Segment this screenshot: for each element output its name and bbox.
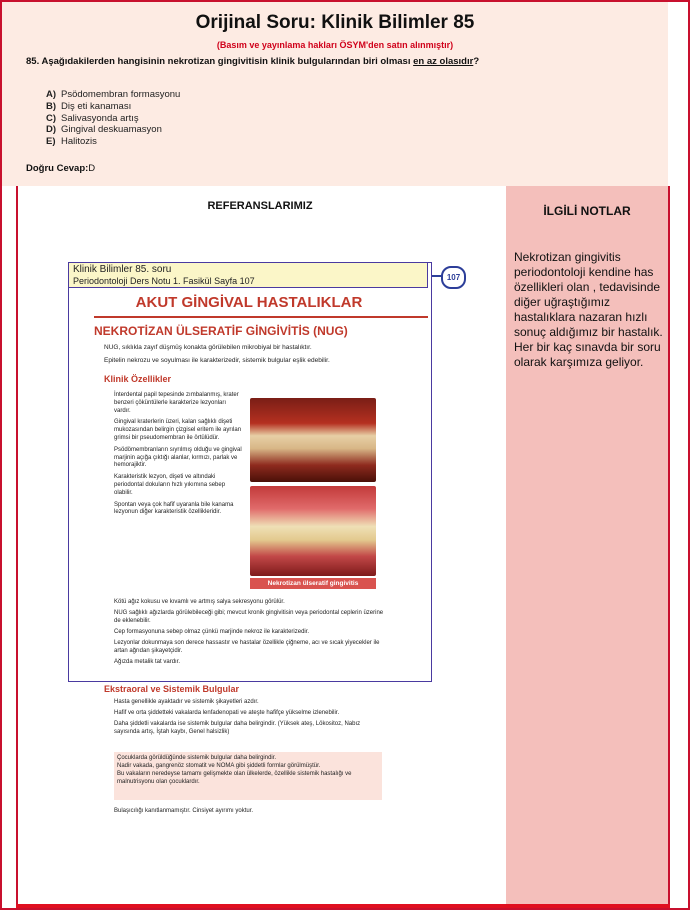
list-item: Daha şiddetli vakalarda ise sistemik bulgular daha belirgindir. (Yüksek ateş, Lökositoz, Nabız sayısında artış, İştah kaybı, Genel halsizlik)	[114, 721, 361, 735]
notes-title: İLGİLİ NOTLAR	[543, 204, 631, 218]
copyright-notice: (Basım ve yayınlama hakları ÖSYM'den satın alınmıştır)	[216, 40, 454, 50]
question-suffix: ?	[473, 56, 480, 67]
option-text: Halitozis	[61, 136, 97, 148]
list-item: Kötü ağız kokusu ve kıvamlı ve artmış salya sekresyonu görülür.	[114, 599, 285, 605]
list-item: Lezyonlar dokunmaya son derece hassastır ve hastalar özellikle çiğneme, acı ve sıcak yiyecekler ile artan ağrıdan şikayetçidir.	[114, 640, 380, 654]
list-item: NUG sağlıklı ağızlarda görülebileceği gibi; mevcut kronik gingivitisin veya periodontal ceplerin üzerine de eklenebilir.	[114, 610, 384, 624]
reference-header	[68, 262, 428, 288]
question-emphasis: en az olasıdır	[413, 56, 474, 67]
paragraph-2: Epitelin nekrozu ve soyulması ile karakterizedir, sistemik bulgular eşlik edebilir.	[104, 357, 330, 364]
references-title: REFERANSLARIMIZ	[207, 200, 313, 212]
reference-header-line1: Klinik Bilimler 85. soru	[73, 264, 172, 275]
option-letter: D)	[46, 124, 57, 136]
box-line: Nadir vakada, gangrenöz stomatit ve NOMA gibi şiddetli formlar görülmüştür.	[117, 763, 321, 769]
list-item: Spontan veya çok hafif uyaranla bile kanama lezyonun diğer karakteristik özellikleridir.	[114, 501, 234, 516]
list-item: İnterdental papil tepesinde zımbalanmış, krater benzeri çöküntülerle karakterize lezyonları vardır.	[114, 392, 239, 414]
list-item: Cep formasyonuna sebep olmaz çünkü marjinde nekroz ile karakterizedir.	[114, 629, 310, 635]
left-border	[16, 186, 18, 906]
list-item: Psödömembranların sıyrılmış olduğu ve gingival marjinin açığa çıktığı alanlar, kırmızı, parlak ve hemorajiktir.	[114, 446, 242, 469]
option-b	[46, 101, 180, 113]
option-e	[46, 136, 180, 148]
question-panel	[2, 2, 668, 186]
box-line: Bu vakaların neredeyse tamamı gelişmekte olan ülkelerde, özellikle sistemik hastalığı ve malnutrisyonu olan çocuklardır.	[117, 771, 352, 785]
option-letter: A)	[46, 89, 57, 100]
option-c	[46, 113, 180, 125]
photo-caption: Nekrotizan ülseratif gingivitis	[250, 578, 376, 589]
option-a	[46, 89, 180, 101]
page-number-badge: 107	[441, 266, 466, 289]
option-text: Gingival deskuamasyon	[61, 124, 162, 136]
section-heading-klinik: Klinik Özellikler	[104, 374, 172, 384]
gingivitis-photo-2	[250, 486, 376, 576]
clinical-bullets	[114, 392, 242, 521]
question-text	[26, 56, 666, 67]
page-title: Orijinal Soru: Klinik Bilimler 85	[195, 12, 475, 33]
book-title: AKUT GİNGİVAL HASTALIKLAR	[135, 294, 363, 311]
notes-text: Nekrotizan gingivitis periodontoloji kendine has özellikleri olan , tedavisinde diğer uğraştığımız hastalıklara nazaran hızlı sonuç aldığımız bir hastalık. Her bir kaç sınavda bir soru olarak karşımıza geliyor.	[514, 250, 663, 369]
reference-header-line2: Periodontoloji Ders Notu 1. Fasikül Sayfa 107	[73, 276, 255, 286]
section-heading-systemic: Ekstraoral ve Sistemik Bulgular	[104, 684, 240, 694]
list-item: Hasta genellikle ayaktadır ve sistemik şikayetleri azdır.	[114, 699, 259, 705]
title-rule	[94, 316, 428, 318]
options-list	[46, 89, 180, 148]
option-d	[46, 124, 180, 136]
box-line: Çocuklarda görüldüğünde sistemik bulgular daha belirgindir.	[117, 755, 277, 761]
list-item: Hafif ve orta şiddetteki vakalarda lenfadenopati ve ateşte hafifçe yükselme izlenebilir.	[114, 710, 340, 716]
option-text: Diş eti kanaması	[61, 100, 132, 112]
option-text: Psödomembran formasyonu	[61, 89, 181, 100]
answer-value: D	[88, 163, 96, 174]
list-item: Gingival kraterlerin üzeri, kalan sağlıklı dişeti mukozasından belirgin çizgisel eritem ile ayrılan grimsi bir pseudomembran ile örtülüdür.	[114, 419, 242, 441]
list-item: Ağızda metalik tat vardır.	[114, 659, 181, 665]
answer-label: Doğru Cevap:	[26, 163, 89, 174]
section-heading-nug: NEKROTİZAN ÜLSERATİF GİNGİVİTİS (NUG)	[94, 324, 348, 338]
right-border	[668, 186, 670, 906]
last-bullet: Bulaşıcılığı kanıtlanmamıştır. Cinsiyet ayırımı yoktur.	[114, 808, 254, 814]
question-prefix: 85. Aşağıdakilerden hangisinin nekrotizan gingivitisin klinik bulgularından biri olması	[26, 56, 414, 67]
gingivitis-photo-1	[250, 398, 376, 482]
highlight-box	[114, 752, 382, 800]
option-letter: C)	[46, 112, 57, 124]
additional-bullets	[114, 598, 384, 669]
option-letter: B)	[46, 100, 57, 112]
correct-answer	[26, 163, 95, 174]
option-text: Salivasyonda artış	[61, 112, 139, 124]
systemic-bullets	[114, 698, 384, 739]
bottom-border	[16, 904, 670, 908]
list-item: Karakteristik lezyon, dişeti ve altındaki periodontal dokuların hızlı yıkımına sebep olabilir.	[114, 474, 226, 496]
option-letter: E)	[46, 136, 56, 148]
paragraph-1: NUG, sıklıkla zayıf düşmüş konakta görülebilen mikrobiyal bir hastalıktır.	[104, 344, 312, 351]
